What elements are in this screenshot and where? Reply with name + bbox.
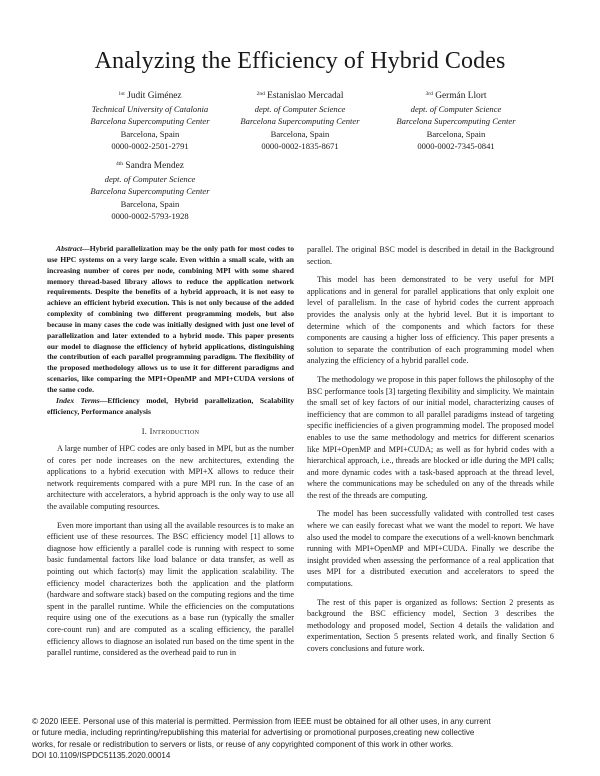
author-affiliation: dept. of Computer Science xyxy=(254,103,346,114)
author-orcid: 0000-0002-2501-2791 xyxy=(111,141,189,152)
copyright-line: works, for resale or redistribution to servers or lists, or reuse of any copyrighted component of this work in other works. xyxy=(32,739,454,749)
paper-title: Analyzing the Efficiency of Hybrid Codes xyxy=(94,48,506,74)
body-paragraph-0: parallel. The original BSC model is described in detail in the Background section. xyxy=(307,245,554,266)
index-terms: Index Terms—Efficiency model, Hybrid parallelization, Scalability efficiency, Performance analysis xyxy=(47,395,295,416)
left-column xyxy=(47,244,294,659)
author-affiliation: Barcelona Supercomputing Center xyxy=(240,116,360,127)
abstract-text: Abstract—Hybrid parallelization may be the only path for most codes to use HPC systems on a very large scale. Even within a small scale, with an increasing number of cores per node, combining MPI with some shared memory thread-based library allows to reduce the application network requirements. Despite the benefits of a hybrid approach, it is not easy to achieve an efficient hybrid execution. This is not only because of the added complexity of combining two different programming models, but also because in many cases the code was initially designed with just one level of parallelization and later extended to a hybrid mode. This paper presents our model to diagnose the efficiency of hybrid applications, distinguishing the contribution of each parallel programming paradigm. The flexibility of the proposed methodology allows us to use it for different paradigms and scenarios, like comparing the MPI+OpenMP and MPI+CUDA versions of the same code. xyxy=(47,244,294,394)
abstract xyxy=(47,244,294,418)
author-orcid: 0000-0002-1835-8671 xyxy=(261,141,339,152)
copyright-line: or future media, including reprinting/republishing this material for advertising or promotional purposes,creating new collective xyxy=(32,728,475,738)
author-affiliation: dept. of Computer Science xyxy=(410,103,502,114)
copyright-line: © 2020 IEEE. Personal use of this material is permitted. Permission from IEEE must be obtained for all other uses, in any current xyxy=(32,717,491,726)
intro-paragraph-1: A large number of HPC codes are only based in MPI, but as the number of cores per node increases on the new architectures, extending the applications to a hybrid execution with MPI+X allows to reduce their network requirements compared with a pure MPI run. In the case of an architecture with accelerators, a hybrid approach is the only way to use all the available computing resources. xyxy=(47,444,294,512)
copyright-footer xyxy=(32,716,572,762)
author-affiliation: Technical University of Catalonia xyxy=(91,103,209,114)
section-heading: I. Introduction xyxy=(141,426,200,436)
author-name: $^{1st}$ Judit Giménez xyxy=(118,91,182,101)
author-name: $^{4th}$ Sandra Mendez xyxy=(116,161,184,171)
author-orcid: 0000-0002-5793-1928 xyxy=(111,211,189,222)
author-affiliation: Barcelona Supercomputing Center xyxy=(396,116,516,127)
author-block-4 xyxy=(55,158,245,223)
author-city: Barcelona, Spain xyxy=(270,128,330,139)
author-affiliation: Barcelona Supercomputing Center xyxy=(90,116,210,127)
author-affiliation: Barcelona Supercomputing Center xyxy=(90,186,210,197)
author-orcid: 0000-0002-7345-0841 xyxy=(417,141,495,152)
intro-paragraph-2: Even more important than using all the available resources is to make an efficient use of these resources. The BSC efficiency model [1] allows to diagnose how efficiently a parallel code is running with respect to some basic fundamental factors like load balance or data transfer, as well as pointing out which factor(s) may limit the application scalability. The efficiency model characterizes both the application and the platform (hardware and software stack) based on the computing regions and the time spent in the parallel runtime. While the efficiencies on the computations require using one of the executions as a base run (typically the smaller core-count run) and are computed as a scaling efficiency, the parallel efficiency allows to diagnose an isolated run based on the time spent in the parallel runtime, considered as the overhead paid to run in xyxy=(47,520,294,658)
author-city: Barcelona, Spain xyxy=(120,128,180,139)
author-city: Barcelona, Spain xyxy=(426,128,486,139)
body-paragraph-2: The methodology we propose in this paper follows the philosophy of the BSC performance tools [3] targeting flexibility and simplicity. We maintain the small set of key factors of our initial model, characterizing causes of inefficiency that are common to all parallel paradigms instead of targeting specific inefficiencies of a given programming model. The proposed model enables to use the same methodology and metrics for different scenarios like MPI+OpenMP and MPI+CUDA; as well as for hybrid codes with a hierarchical approach, i.e., threads are blocked or idle during the MPI calls; and more dynamic codes with a task-based approach at the thread level, where the communications may be scheduled on any of the threads while the rest of the threads are computing. xyxy=(307,374,554,500)
author-block-3 xyxy=(361,88,551,153)
author-name: $^{3rd}$ Germán Llort xyxy=(425,91,487,101)
body-paragraph-3: The model has been successfully validated with controlled test cases where we can easily forecast what we want the model to report. We have also used the model to compare the executions of a well-known benchmark running with MPI+OpenMP and MPI+CUDA. Finally we describe the insight provided when assessing the performance of a real application that uses MPI for a distributed execution and accelerators to speed the computations. xyxy=(307,509,554,589)
author-name: $^{2nd}$ Estanislao Mercadal xyxy=(256,91,344,101)
body-paragraph-4: The rest of this paper is organized as follows: Section 2 presents as background the BSC efficiency model, Section 3 describes the methodology and proposed model, Section 4 details the validation and experimentation, Section 5 presents related work, and finally Section 6 covers conclusions and future work. xyxy=(307,597,554,653)
body-paragraph-1: This model has been demonstrated to be very useful for MPI applications and in general for parallel applications that only exploit one level of parallelism. In the case of hybrid codes the current approach provides the analysis only at the hybrid level. But it is important to determine which of the components and which factors for these components are causing a higher loss of efficiency. This paper presents a solution to separate the contribution of each programming model when analyzing the efficiency of a hybrid parallel code. xyxy=(307,275,554,366)
author-affiliation: dept. of Computer Science xyxy=(104,173,196,184)
author-city: Barcelona, Spain xyxy=(120,198,180,209)
doi-line: DOI 10.1109/ISPDC51135.2020.00014 xyxy=(32,751,171,761)
right-column xyxy=(307,244,554,655)
